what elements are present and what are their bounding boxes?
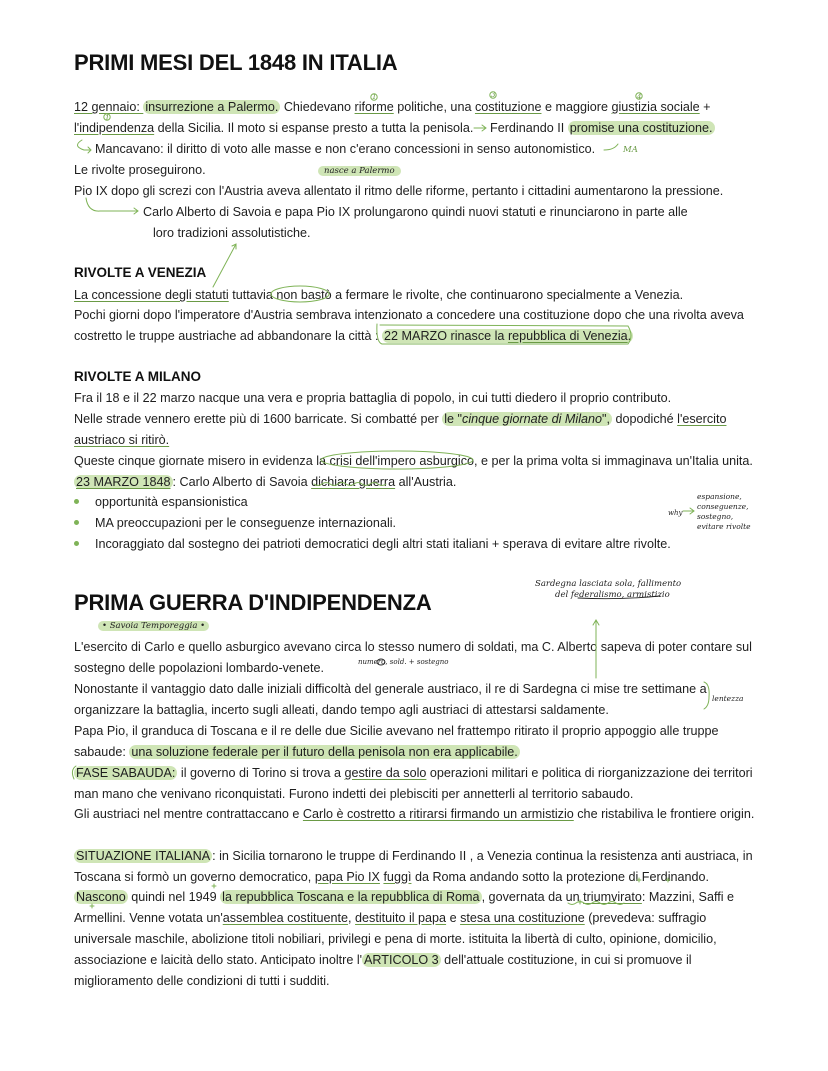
text-line	[74, 411, 726, 427]
text-run: operazioni militari e politica di riorganizzazione dei territori	[426, 766, 753, 780]
text-line	[74, 889, 734, 905]
text-line	[74, 848, 753, 864]
text-run: 12 gennaio:	[74, 100, 144, 114]
annotation-sardegna: del federalismo, armistizio	[555, 590, 670, 600]
text-line	[74, 952, 692, 968]
annotation-number: 1	[372, 93, 377, 101]
text-run: riforme	[354, 100, 394, 114]
text-run: costituzione	[474, 100, 542, 114]
text-run: quindi nel 1949	[127, 890, 221, 904]
text-run: e maggiore	[541, 100, 612, 114]
text-run: Nelle strade vennero erette più di 1600 barricate. Si combatté per	[74, 412, 443, 426]
text-line: loro tradizioni assolutistiche.	[153, 226, 311, 240]
text-run: assemblea costituente	[222, 911, 349, 925]
text-run: Queste cinque giornate misero in evidenza la	[74, 454, 330, 468]
text-run: politiche, una	[393, 100, 475, 114]
text-line: Fra il 18 e il 22 marzo nacque una vera e propria battaglia di popolo, in cui tutti diedero il proprio contributo.	[74, 391, 672, 405]
text-run: il governo di Torino si trova a	[177, 766, 345, 780]
text-line: man mano che venivano riconquistati. Furono indetti dei plebisciti per annetterli al territorio sabaudo.	[74, 787, 634, 801]
text-run: triumvirato	[583, 890, 642, 904]
text-line	[74, 432, 169, 448]
bullet-item: opportunità espansionistica	[95, 495, 248, 509]
text-run: da Roma andando sotto la protezione di Ferdinando.	[411, 870, 710, 884]
annotation-number: 3	[491, 91, 496, 99]
text-run: fuggì	[383, 870, 412, 884]
text-line: Nonostante il vantaggio dato dalle iniziali difficoltà del generale austriaco, il re di Sardegna ci mise tre settimane a	[74, 682, 707, 696]
text-line	[490, 120, 715, 136]
text-line	[74, 910, 706, 926]
text-run: 22 MARZO rinasce la	[384, 329, 508, 343]
annotation-sardegna: Sardegna lasciata sola, fallimento	[535, 579, 682, 589]
text-run: +	[699, 100, 711, 114]
text-run: Armellini	[74, 911, 123, 925]
text-run: La concessione degli statuti	[74, 288, 229, 302]
text-run: (prevedeva: suffragio	[584, 911, 707, 925]
text-run: austriaco si ritirò.	[74, 433, 170, 447]
highlight-run: la repubblica Toscana e la repubblica di Roma	[222, 890, 480, 904]
text-run: che ristabiliva le frontiere origin.	[573, 807, 755, 821]
annotation-nasce-palermo	[318, 166, 401, 176]
annotation-savoia	[98, 621, 209, 631]
bullet-dot	[74, 541, 79, 546]
text-run: , governata da un	[481, 890, 584, 904]
text-line	[74, 474, 456, 490]
text-line: Le rivolte proseguirono.	[74, 163, 206, 177]
text-line: Papa Pio, il granduca di Toscana e il re delle due Sicilie avevano nel frattempo ritirato il proprio appoggio alle truppe	[74, 724, 719, 738]
heading-rivolte-milano: RIVOLTE A MILANO	[74, 369, 201, 384]
title-primi-mesi: PRIMI MESI DEL 1848 IN ITALIA	[74, 50, 398, 75]
text-run: stesa una costituzione	[460, 911, 585, 925]
highlight-run: promise una costituzione.	[569, 121, 713, 135]
text-run: Ferdinando II	[490, 121, 568, 135]
text-run: e	[446, 911, 461, 925]
text-line	[74, 453, 753, 469]
text-run: : Mazzini, Saffi e	[641, 890, 735, 904]
text-run: non bastò	[276, 288, 332, 302]
text-run: Chiedevano	[280, 100, 355, 114]
text-line	[74, 287, 683, 303]
text-run: all'Austria.	[395, 475, 457, 489]
highlight-run: 23 MARZO 1848	[76, 475, 171, 489]
text-run: dichiara guerra	[311, 475, 396, 489]
highlight-run: FASE SABAUDA:	[76, 766, 176, 780]
bullet-item: MA preoccupazioni per le conseguenze internazionali.	[95, 516, 397, 530]
annotation-espansione: espansione,	[697, 492, 742, 501]
text-line	[74, 99, 711, 115]
text-line: Pio IX dopo gli screzi con l'Austria aveva allentato il ritmo delle riforme, pertanto i cittadini aumentarono la pressione.	[74, 184, 724, 198]
text-run: Carlo è costretto a ritirarsi firmando un armistizio	[302, 807, 574, 821]
highlight-run: SITUAZIONE ITALIANA	[76, 849, 211, 863]
text-run: . Venne votata un'	[122, 911, 223, 925]
text-line: miglioramento delle condizioni di tutti i sudditi.	[74, 974, 330, 988]
text-line: universale maschile, abolizione titoli nobiliari, privilegi e pena di morte. istituita la libertà di culto, opinione, domicilio,	[74, 932, 717, 946]
text-run: gestire da solo	[344, 766, 427, 780]
text-line	[74, 328, 633, 344]
annotation-ma: MA	[623, 145, 638, 155]
text-line	[74, 765, 753, 781]
text-line	[74, 744, 520, 760]
text-run: tuttavia	[228, 288, 277, 302]
text-run: della Sicilia. Il moto si espanse presto a tutta la penisola.	[154, 121, 474, 135]
text-run: l'indipendenza	[74, 121, 155, 135]
text-run: costretto le truppe austriache ad abbandonare la città :	[74, 329, 383, 343]
text-line	[74, 869, 709, 885]
text-run: , e per la prima volta si immaginava un'Italia unita.	[474, 454, 753, 468]
text-run: : Carlo Alberto di Savoia	[172, 475, 312, 489]
text-run: Toscana si formò un governo democratico,	[74, 870, 315, 884]
text-run: sabaude:	[74, 745, 130, 759]
text-run: dopodiché	[612, 412, 678, 426]
annotation-number: 4	[637, 93, 642, 101]
text-run: crisi dell'impero asburgico	[329, 454, 475, 468]
annotation-lentezza: lentezza	[712, 694, 744, 703]
text-run: : in Sicilia tornarono le truppe di Ferdinando II , a Venezia continua la resistenza anti austriaca, in	[212, 849, 753, 863]
text-run: papa Pio IX	[314, 870, 380, 884]
text-line	[74, 120, 473, 136]
annotation-evitare-rivolte: evitare rivolte	[697, 522, 751, 531]
highlight-run	[442, 412, 612, 426]
highlight-run: insurrezione a Palermo.	[145, 100, 279, 114]
highlight-run: una soluzione federale per il futuro della penisola non era applicabile.	[131, 745, 518, 759]
bullet-item: Incoraggiato dal sostegno dei patrioti democratici degli altri stati italiani + sperava di evitare altre rivolte.	[95, 537, 671, 551]
text-line: sostegno delle popolazioni lombardo-venete.	[74, 661, 324, 675]
title-prima-guerra: PRIMA GUERRA D'INDIPENDENZA	[74, 590, 432, 615]
text-line: Pochi giorni dopo l'imperatore d'Austria sembrava intenzionato a concedere una costituzione dopo che una rivolta aveva	[74, 308, 744, 322]
heading-rivolte-venezia: RIVOLTE A VENEZIA	[74, 265, 207, 280]
annotation-sostegno: sostegno,	[697, 512, 734, 521]
text-line: Carlo Alberto di Savoia e papa Pio IX prolungarono quindi nuovi statuti e rinunciarono in parte alle	[143, 205, 688, 219]
text-line: Mancavano: il diritto di voto alle masse e non c'erano concessioni in senso autonomistico.	[95, 142, 596, 156]
annotation-numero-soldati: numero, sold. + sostegno	[358, 658, 449, 666]
text-run: Gli austriaci nel mentre contrattaccano e	[74, 807, 303, 821]
text-run: repubblica di Venezia	[507, 329, 628, 343]
annotation-highlight: nasce a Palermo	[318, 166, 401, 176]
text-run: cinque giornate di Milano	[462, 412, 603, 426]
annotation-conseguenze: conseguenze,	[697, 502, 749, 511]
text-run: ,	[348, 911, 356, 925]
text-run: l'esercito	[677, 412, 727, 426]
annotation-why: why	[668, 509, 683, 517]
bullet-dot	[74, 520, 79, 525]
text-run: giustizia sociale	[611, 100, 700, 114]
text-run: ",	[602, 412, 611, 426]
text-run: .	[627, 329, 632, 343]
highlight-run: ARTICOLO 3	[364, 953, 439, 967]
text-run: associazione e laicità dello stato. Anticipato inoltre l'	[74, 953, 363, 967]
text-line: organizzare la battaglia, incerto sugli alleati, dando tempo agli austriaci di attestarsi saldamente.	[74, 703, 609, 717]
text-run: le "	[444, 412, 463, 426]
annotation-highlight: • Savoia Temporeggia •	[98, 621, 209, 631]
text-run: dell'attuale costituzione, in cui si promuove il	[440, 953, 692, 967]
text-run: a fermare le rivolte, che continuarono specialmente a Venezia.	[331, 288, 684, 302]
text-line: L'esercito di Carlo e quello asburgico avevano circa lo stesso numero di soldati, ma C. Alberto sapeva di poter contare sul	[74, 640, 752, 654]
text-line	[74, 806, 754, 822]
text-run: destituito il papa	[355, 911, 447, 925]
highlight-run	[382, 329, 633, 343]
annotation-number: 1	[105, 114, 110, 122]
highlight-run: Nascono	[76, 890, 126, 904]
bullet-dot	[74, 499, 79, 504]
